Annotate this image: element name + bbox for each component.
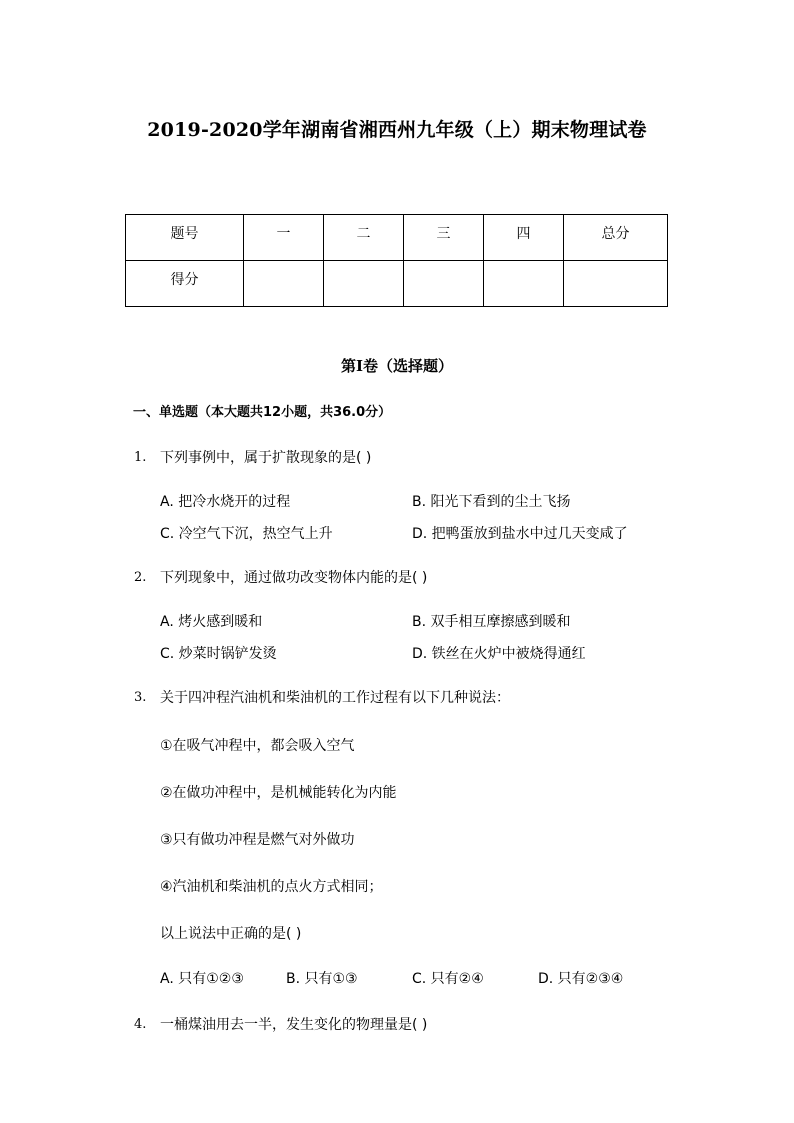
question-number: 4. bbox=[134, 1017, 147, 1032]
score-row-label: 得分 bbox=[126, 261, 244, 307]
option-d: D. 铁丝在火炉中被烧得通红 bbox=[412, 646, 586, 662]
option-b: B. 阳光下看到的尘土飞扬 bbox=[412, 494, 571, 510]
section-title: 第I卷（选择题） bbox=[340, 357, 454, 375]
question-stem: 下列现象中，通过做功改变物体内能的是( ) bbox=[160, 570, 428, 586]
score-header-cell: 总分 bbox=[564, 215, 668, 261]
option-b: B. 只有①③ bbox=[286, 971, 358, 987]
option-a: A. 把冷水烧开的过程 bbox=[160, 494, 291, 510]
option-a: A. 只有①②③ bbox=[160, 971, 244, 987]
statement: ④汽油机和柴油机的点火方式相同； bbox=[160, 879, 383, 895]
score-header-cell: 四 bbox=[484, 215, 564, 261]
question-number: 3. bbox=[134, 690, 147, 705]
option-c: C. 炒菜时锅铲发烫 bbox=[160, 646, 277, 662]
score-header-cell: 三 bbox=[404, 215, 484, 261]
question-ask: 以上说法中正确的是( ) bbox=[160, 926, 302, 942]
option-d: D. 把鸭蛋放到盐水中过几天变咸了 bbox=[412, 526, 628, 542]
question-number: 1. bbox=[134, 450, 147, 465]
option-c: C. 冷空气下沉，热空气上升 bbox=[160, 526, 333, 542]
option-a: A. 烤火感到暖和 bbox=[160, 614, 263, 630]
option-c: C. 只有②④ bbox=[412, 971, 484, 987]
score-table bbox=[125, 214, 668, 307]
score-cell bbox=[404, 261, 484, 307]
statement: ②在做功冲程中，是机械能转化为内能 bbox=[160, 785, 397, 801]
statement: ③只有做功冲程是燃气对外做功 bbox=[160, 832, 355, 848]
score-cell bbox=[484, 261, 564, 307]
option-b: B. 双手相互摩擦感到暖和 bbox=[412, 614, 571, 630]
score-header-cell: 题号 bbox=[126, 215, 244, 261]
exam-title: 2019-2020学年湖南省湘西州九年级（上）期末物理试卷 bbox=[147, 119, 647, 141]
score-header-cell: 一 bbox=[244, 215, 324, 261]
score-cell bbox=[324, 261, 404, 307]
score-table-header-row bbox=[126, 215, 668, 261]
score-table-score-row bbox=[126, 261, 668, 307]
score-header-cell: 二 bbox=[324, 215, 404, 261]
statement: ①在吸气冲程中，都会吸入空气 bbox=[160, 738, 355, 754]
question-stem: 关于四冲程汽油机和柴油机的工作过程有以下几种说法： bbox=[160, 690, 510, 706]
question-stem: 一桶煤油用去一半，发生变化的物理量是( ) bbox=[160, 1017, 428, 1033]
score-cell bbox=[564, 261, 668, 307]
part-heading: 一、单选题（本大题共12小题，共36.0分） bbox=[133, 405, 392, 420]
question-number: 2. bbox=[134, 570, 147, 585]
option-d: D. 只有②③④ bbox=[538, 971, 624, 987]
question-stem: 下列事例中，属于扩散现象的是( ) bbox=[160, 450, 372, 466]
score-cell bbox=[244, 261, 324, 307]
